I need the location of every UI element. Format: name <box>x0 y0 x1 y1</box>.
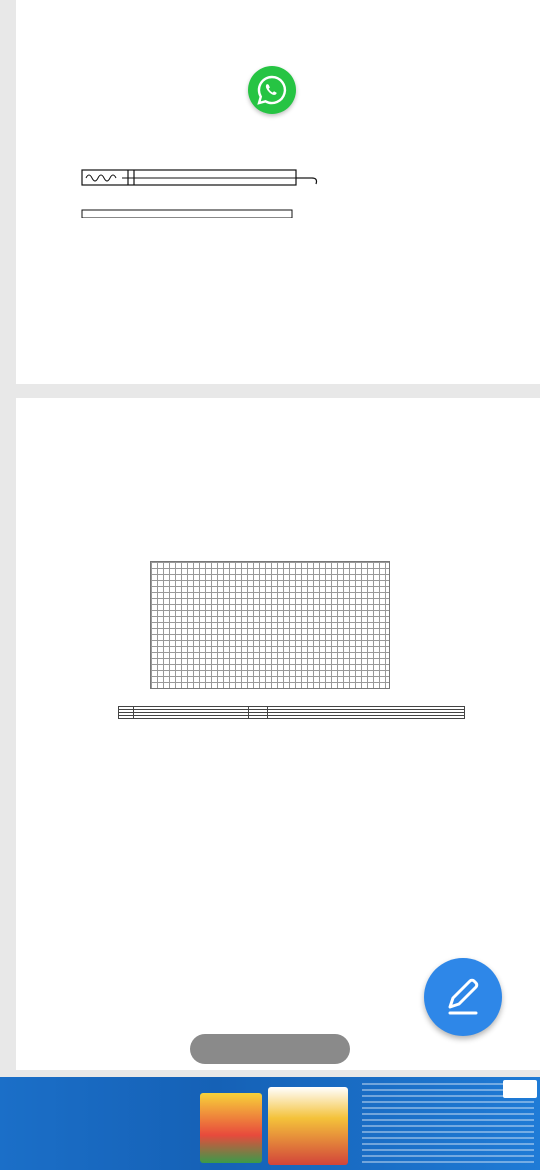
ad-close-button[interactable] <box>503 1080 537 1098</box>
graph-grid <box>150 561 390 689</box>
whatsapp-share-button[interactable] <box>248 66 296 114</box>
page-indicator <box>190 1034 350 1064</box>
product-box-image <box>200 1093 262 1163</box>
edit-button[interactable] <box>424 958 502 1036</box>
matching-table <box>118 706 465 719</box>
product-box-image <box>268 1087 348 1165</box>
table-row <box>119 716 465 719</box>
pencil-icon <box>424 958 502 1036</box>
ad-banner[interactable] <box>0 1077 540 1170</box>
table-cell-definition <box>268 716 465 719</box>
table-cell-quantity <box>134 716 249 719</box>
dynamometer-figure <box>80 168 320 218</box>
whatsapp-icon <box>248 66 296 114</box>
